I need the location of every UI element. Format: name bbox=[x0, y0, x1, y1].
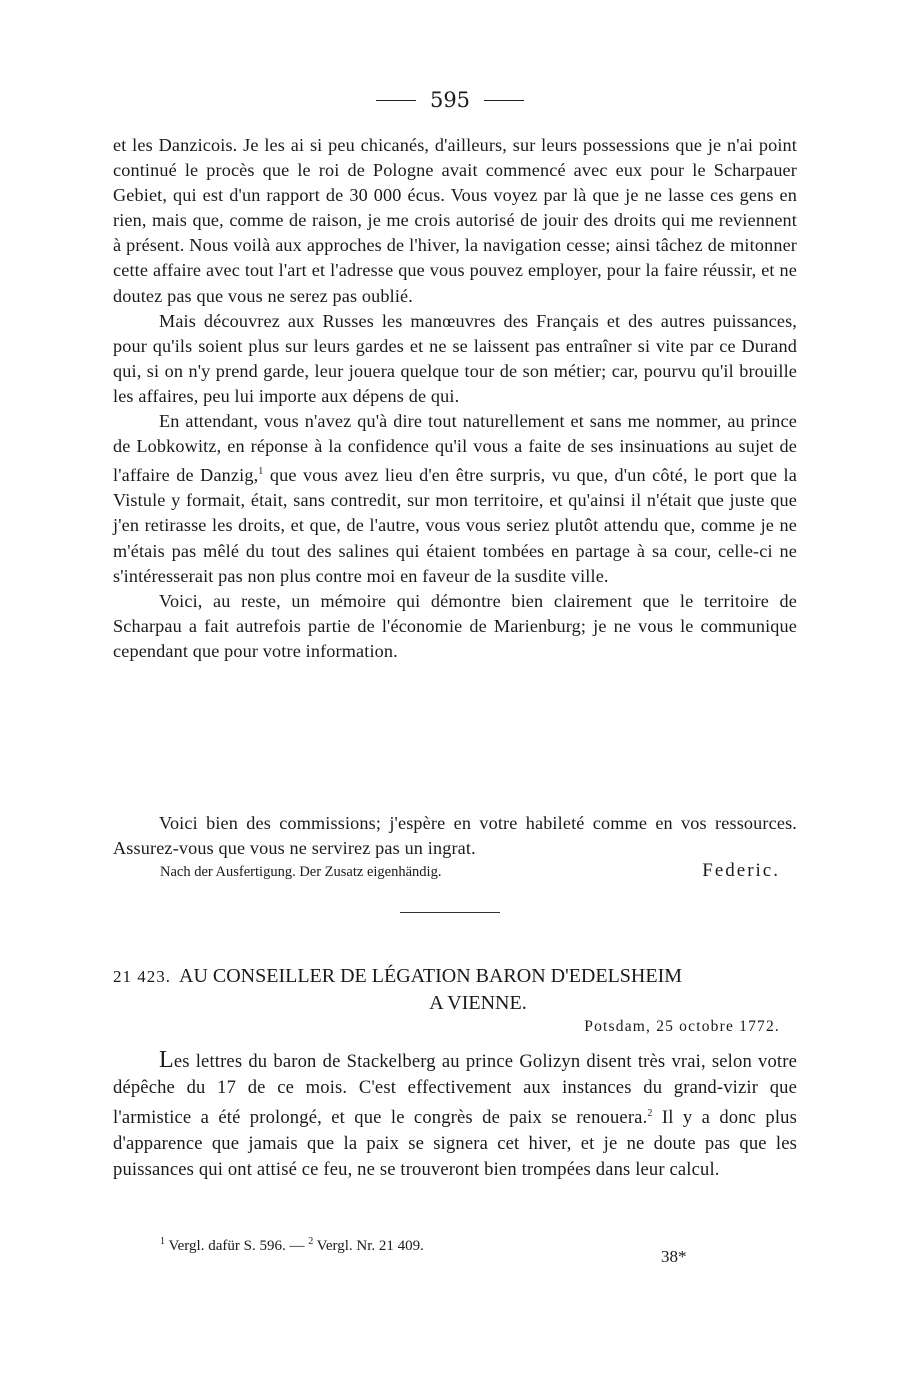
header-rule-left bbox=[376, 100, 416, 101]
section-divider bbox=[400, 912, 500, 913]
paragraph-3 bbox=[113, 409, 797, 589]
footnote-2-text: Vergl. Nr. 21 409. bbox=[313, 1238, 424, 1254]
paragraph-2: Mais découvrez aux Russes les manœuvres des Français et des autres puissances, pour qu'ils soient plus sur leurs gardes et ne se laissent pas entraîner si vite par ce Durand qui, si on n'y prend garde, leur jouera quelque tour de son métier; car, pourvu qu'il brouille les affaires, peu lui importe aux dépens de qui. bbox=[113, 310, 797, 406]
postscript bbox=[113, 811, 797, 861]
heading-line-2: A VIENNE. bbox=[429, 992, 527, 1014]
letter-heading bbox=[113, 963, 803, 1016]
footnote-2-mark: 2 bbox=[308, 1236, 314, 1247]
signature: Federic. bbox=[702, 860, 780, 881]
heading-line-1 bbox=[113, 963, 803, 990]
letter-paragraph bbox=[113, 1047, 797, 1183]
letter-number: 21 423. bbox=[113, 967, 171, 986]
page-number: 595 bbox=[429, 88, 471, 112]
closing-row bbox=[160, 860, 780, 882]
source-note: Nach der Ausfertigung. Der Zusatz eigenhändig. bbox=[160, 864, 442, 880]
dateline: Potsdam, 25 octobre 1772. bbox=[584, 1018, 780, 1035]
paragraph-4: Voici, au reste, un mémoire qui démontre bien clairement que le territoire de Scharpau a fait autrefois partie de l'économie de Marienburg; je ne vous le communique cependant que pour votre information. bbox=[113, 590, 797, 661]
letter-paragraph-part-a: es lettres du baron de Stackelberg au prince Golizyn disent très vrai, selon votre dépêche du 17 de ce mois. C'est effectivement aux instances du grand-vizir que l'armistice a été prolongé, et que le congrès de paix se renouera. bbox=[113, 1051, 797, 1129]
letter-body bbox=[113, 1047, 797, 1183]
paragraph-1: et les Danzicois. Je les ai si peu chicanés, d'ailleurs, sur leurs possessions que je n'ai point continué le procès que le roi de Pologne avait commencé avec eux pour le Scharpauer Gebiet, qui est d'un rapport de 30 000 écus. Vous voyez par là que je ne lasse ces gens en rien, mais que, comme de raison, je me crois autorisé de jouir des droits qui me reviennent à présent. Nous voilà aux approches de l'hiver, la navigation cesse; ainsi tâchez de mitonner cette affaire avec tout l'art et l'adresse que vous pouvez employer, pour la faire réussir, et ne doutez pas que vous ne serez pas oublié. bbox=[113, 135, 797, 306]
paragraph-3-part-b: que vous avez lieu d'en être surpris, vu que, d'un côté, le port que la Vistule y formait, était, sans contredit, sur mon territoire, et qu'ainsi il n'était que juste que j'en retirasse les droits, et que, de l'autre, vous vous seriez plutôt attendu que, comme je ne m'étais pas mêlé du tout des salines qui étaient tombées en partage à sa cour, celle-ci ne s'intéresserait pas non plus contre moi en faveur de la susdite ville. bbox=[113, 465, 797, 586]
heading-title: AU CONSEILLER DE LÉGATION BARON D'EDELSHEIM bbox=[179, 965, 683, 987]
footnote-1-text: Vergl. dafür S. 596. — bbox=[165, 1238, 309, 1254]
signature-mark: 38* bbox=[661, 1247, 687, 1266]
paragraph-3-part-a: En attendant, vous n'avez qu'à dire tout naturellement et sans me nommer, au prince de Lobkowitz, en réponse à la confidence qu'il vous a faite de ses insinuations au sujet de l'affaire de Danzig, bbox=[113, 411, 797, 486]
footnote-ref-1[interactable]: 1 bbox=[258, 466, 264, 478]
drop-cap: L bbox=[159, 1047, 174, 1073]
letter-paragraph-part-b: Il y a donc plus d'apparence que jamais que la paix se signera cet hiver, et je ne doute pas que les puissances qui ont attisé ce feu, ne se trouveront bien trompées dans leur calcul. bbox=[113, 1107, 797, 1181]
letter-continuation-body bbox=[113, 133, 797, 664]
footnote-ref-2[interactable]: 2 bbox=[647, 1108, 653, 1119]
paragraph-5: Voici bien des commissions; j'espère en votre habileté comme en vos ressources. Assurez-vous que vous ne servirez pas un ingrat. bbox=[113, 813, 797, 859]
footnotes bbox=[160, 1236, 424, 1255]
footnote-1-mark: 1 bbox=[160, 1236, 165, 1247]
page-header bbox=[0, 88, 900, 112]
header-rule-right bbox=[484, 100, 524, 101]
